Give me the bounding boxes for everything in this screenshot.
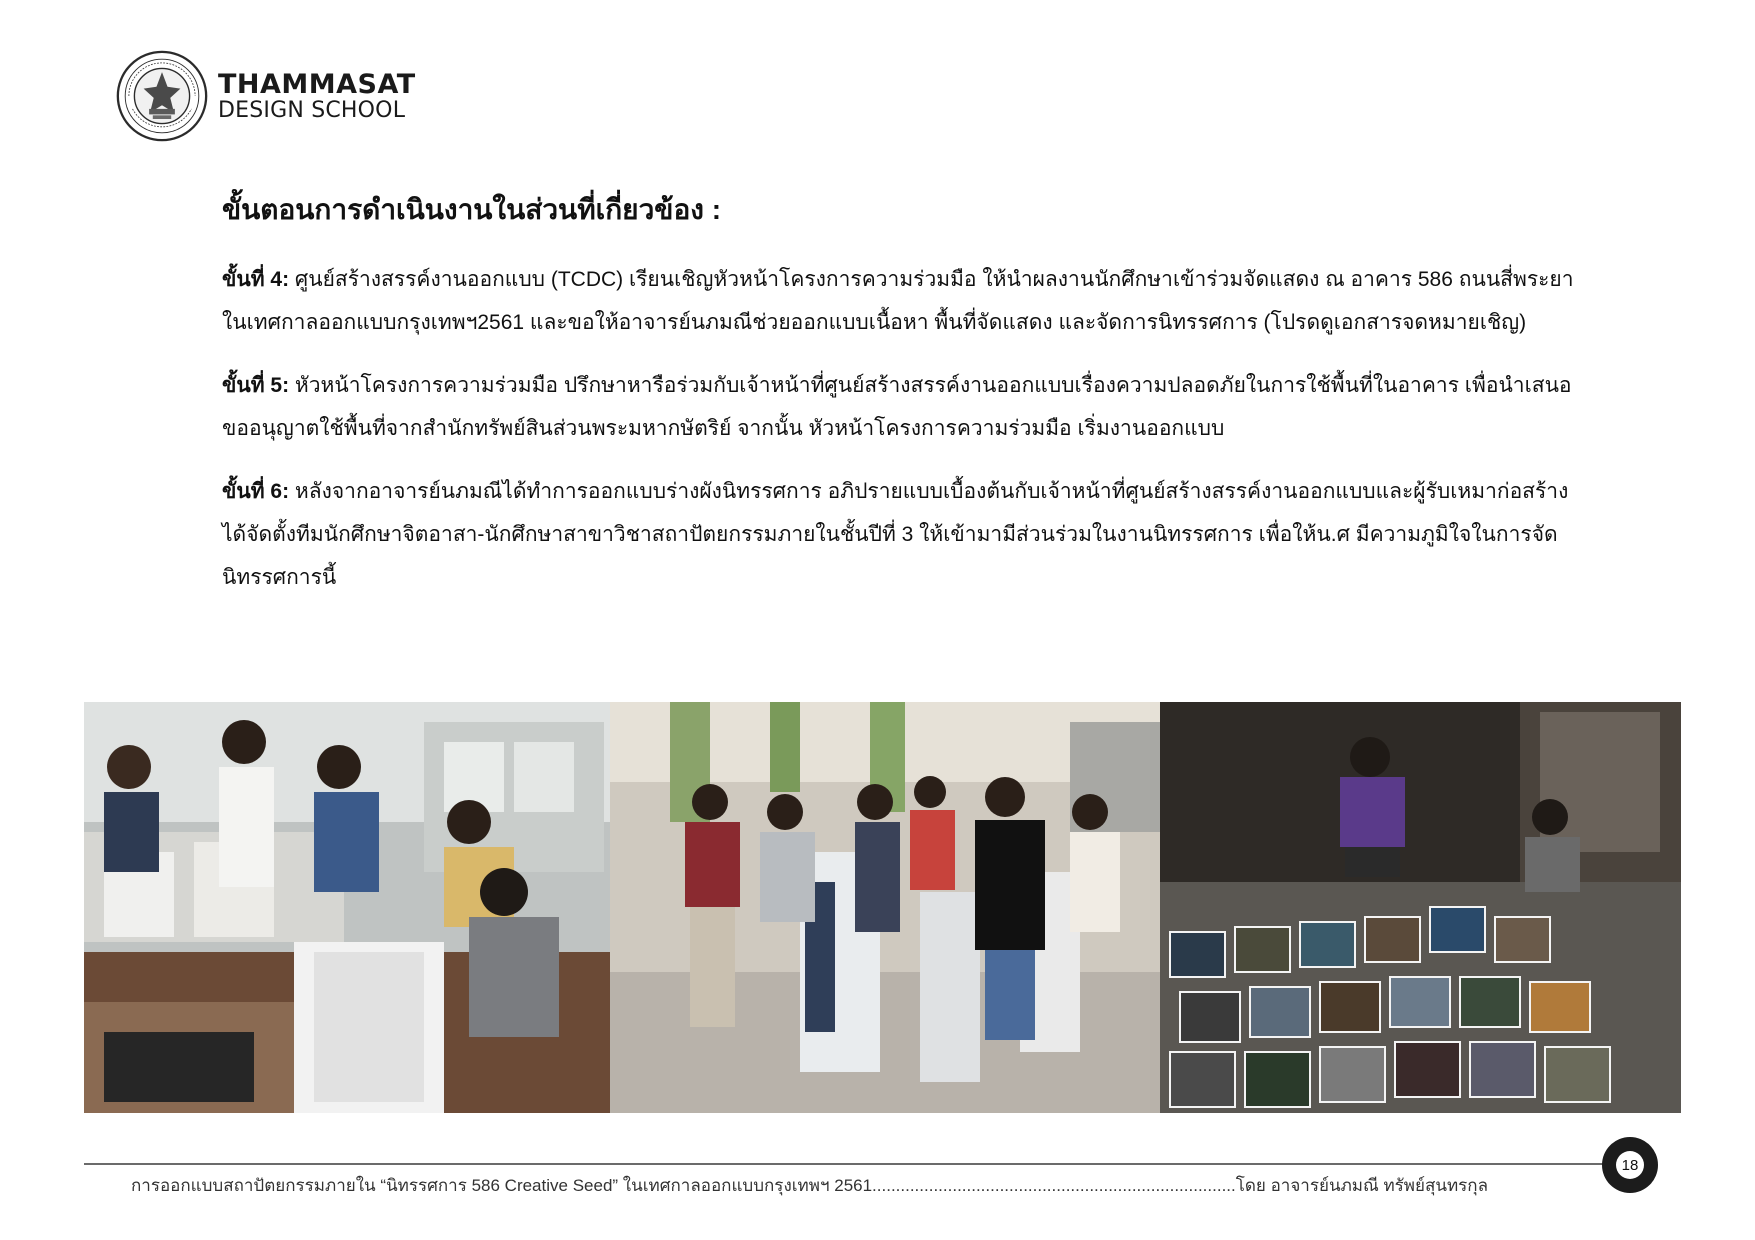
- step-6-text: หลังจากอาจารย์นภมณีได้ทำการออกแบบร่างผังนิทรรศการ อภิปรายแบบเบื้องต้นกับเจ้าหน้าที่ศูนย์สร้างสรรค์งานออกแบบและผู้รับเหมาก่อสร้าง ได้จัดตั้งทีมนักศึกษาจิตอาสา-นักศึกษาสาขาวิชาสถาปัตยกรรมภายในชั้นปีที่ 3 ให้เข้ามามีส่วนร่วมในงานนิทรรศการ เพื่อให้น.ศ มีความภูมิใจในการจัดนิทรรศการนี้: [222, 480, 1569, 590]
- footer-citation: การออกแบบสถาปัตยกรรมภายใน “นิทรรศการ 586 Creative Seed” ในเทศกาลออกแบบกรุงเทพฯ 2561.............................................................................โดย อาจารย์นภมณี ทรัพย์สุนทรกุล: [131, 1176, 1489, 1195]
- university-seal-icon: [116, 50, 208, 142]
- document-body: [222, 192, 1592, 619]
- photo-students-office: [84, 702, 610, 1113]
- thammasat-design-school-logo: [116, 50, 416, 142]
- step-5-text: หัวหน้าโครงการความร่วมมือ ปรึกษาหารือร่วมกับเจ้าหน้าที่ศูนย์สร้างสรรค์งานออกแบบเรื่องความปลอดภัยในการใช้พื้นที่ในอาคาร เพื่อนำเสนอขออนุญาตใช้พื้นที่จากสำนักทรัพย์สินส่วนพระมหากษัตริย์ จากนั้น หัวหน้าโครงการความร่วมมือ เริ่มงานออกแบบ: [222, 374, 1572, 441]
- footer-rule: [84, 1163, 1604, 1165]
- step-6-label: ขั้นที่ 6:: [222, 480, 290, 504]
- page-number: 18: [1616, 1151, 1644, 1179]
- photo-exhibition-group: [610, 702, 1160, 1113]
- step-4-label: ขั้นที่ 4:: [222, 268, 290, 292]
- section-title: ขั้นตอนการดำเนินงานในส่วนที่เกี่ยวข้อง :: [222, 194, 722, 225]
- logo-subtitle: DESIGN SCHOOL: [218, 97, 406, 123]
- page-number-badge: [1602, 1137, 1658, 1193]
- step-5-label: ขั้นที่ 5:: [222, 374, 290, 398]
- photo-students-floor-layout: [1160, 702, 1681, 1113]
- step-6-paragraph: [222, 470, 1592, 599]
- logo-title: THAMMASAT: [218, 68, 416, 100]
- photo-strip: [84, 702, 1681, 1113]
- step-4-paragraph: [222, 258, 1592, 344]
- step-5-paragraph: [222, 364, 1592, 450]
- step-4-text: ศูนย์สร้างสรรค์งานออกแบบ (TCDC) เรียนเชิญหัวหน้าโครงการความร่วมมือ ให้นำผลงานนักศึกษาเข้าร่วมจัดแสดง ณ อาคาร 586 ถนนสี่พระยา ในเทศกาลออกแบบกรุงเทพฯ2561 และขอให้อาจารย์นภมณีช่วยออกแบบเนื้อหา พื้นที่จัดแสดง และจัดการนิทรรศการ (โปรดดูเอกสารจดหมายเชิญ): [222, 268, 1574, 335]
